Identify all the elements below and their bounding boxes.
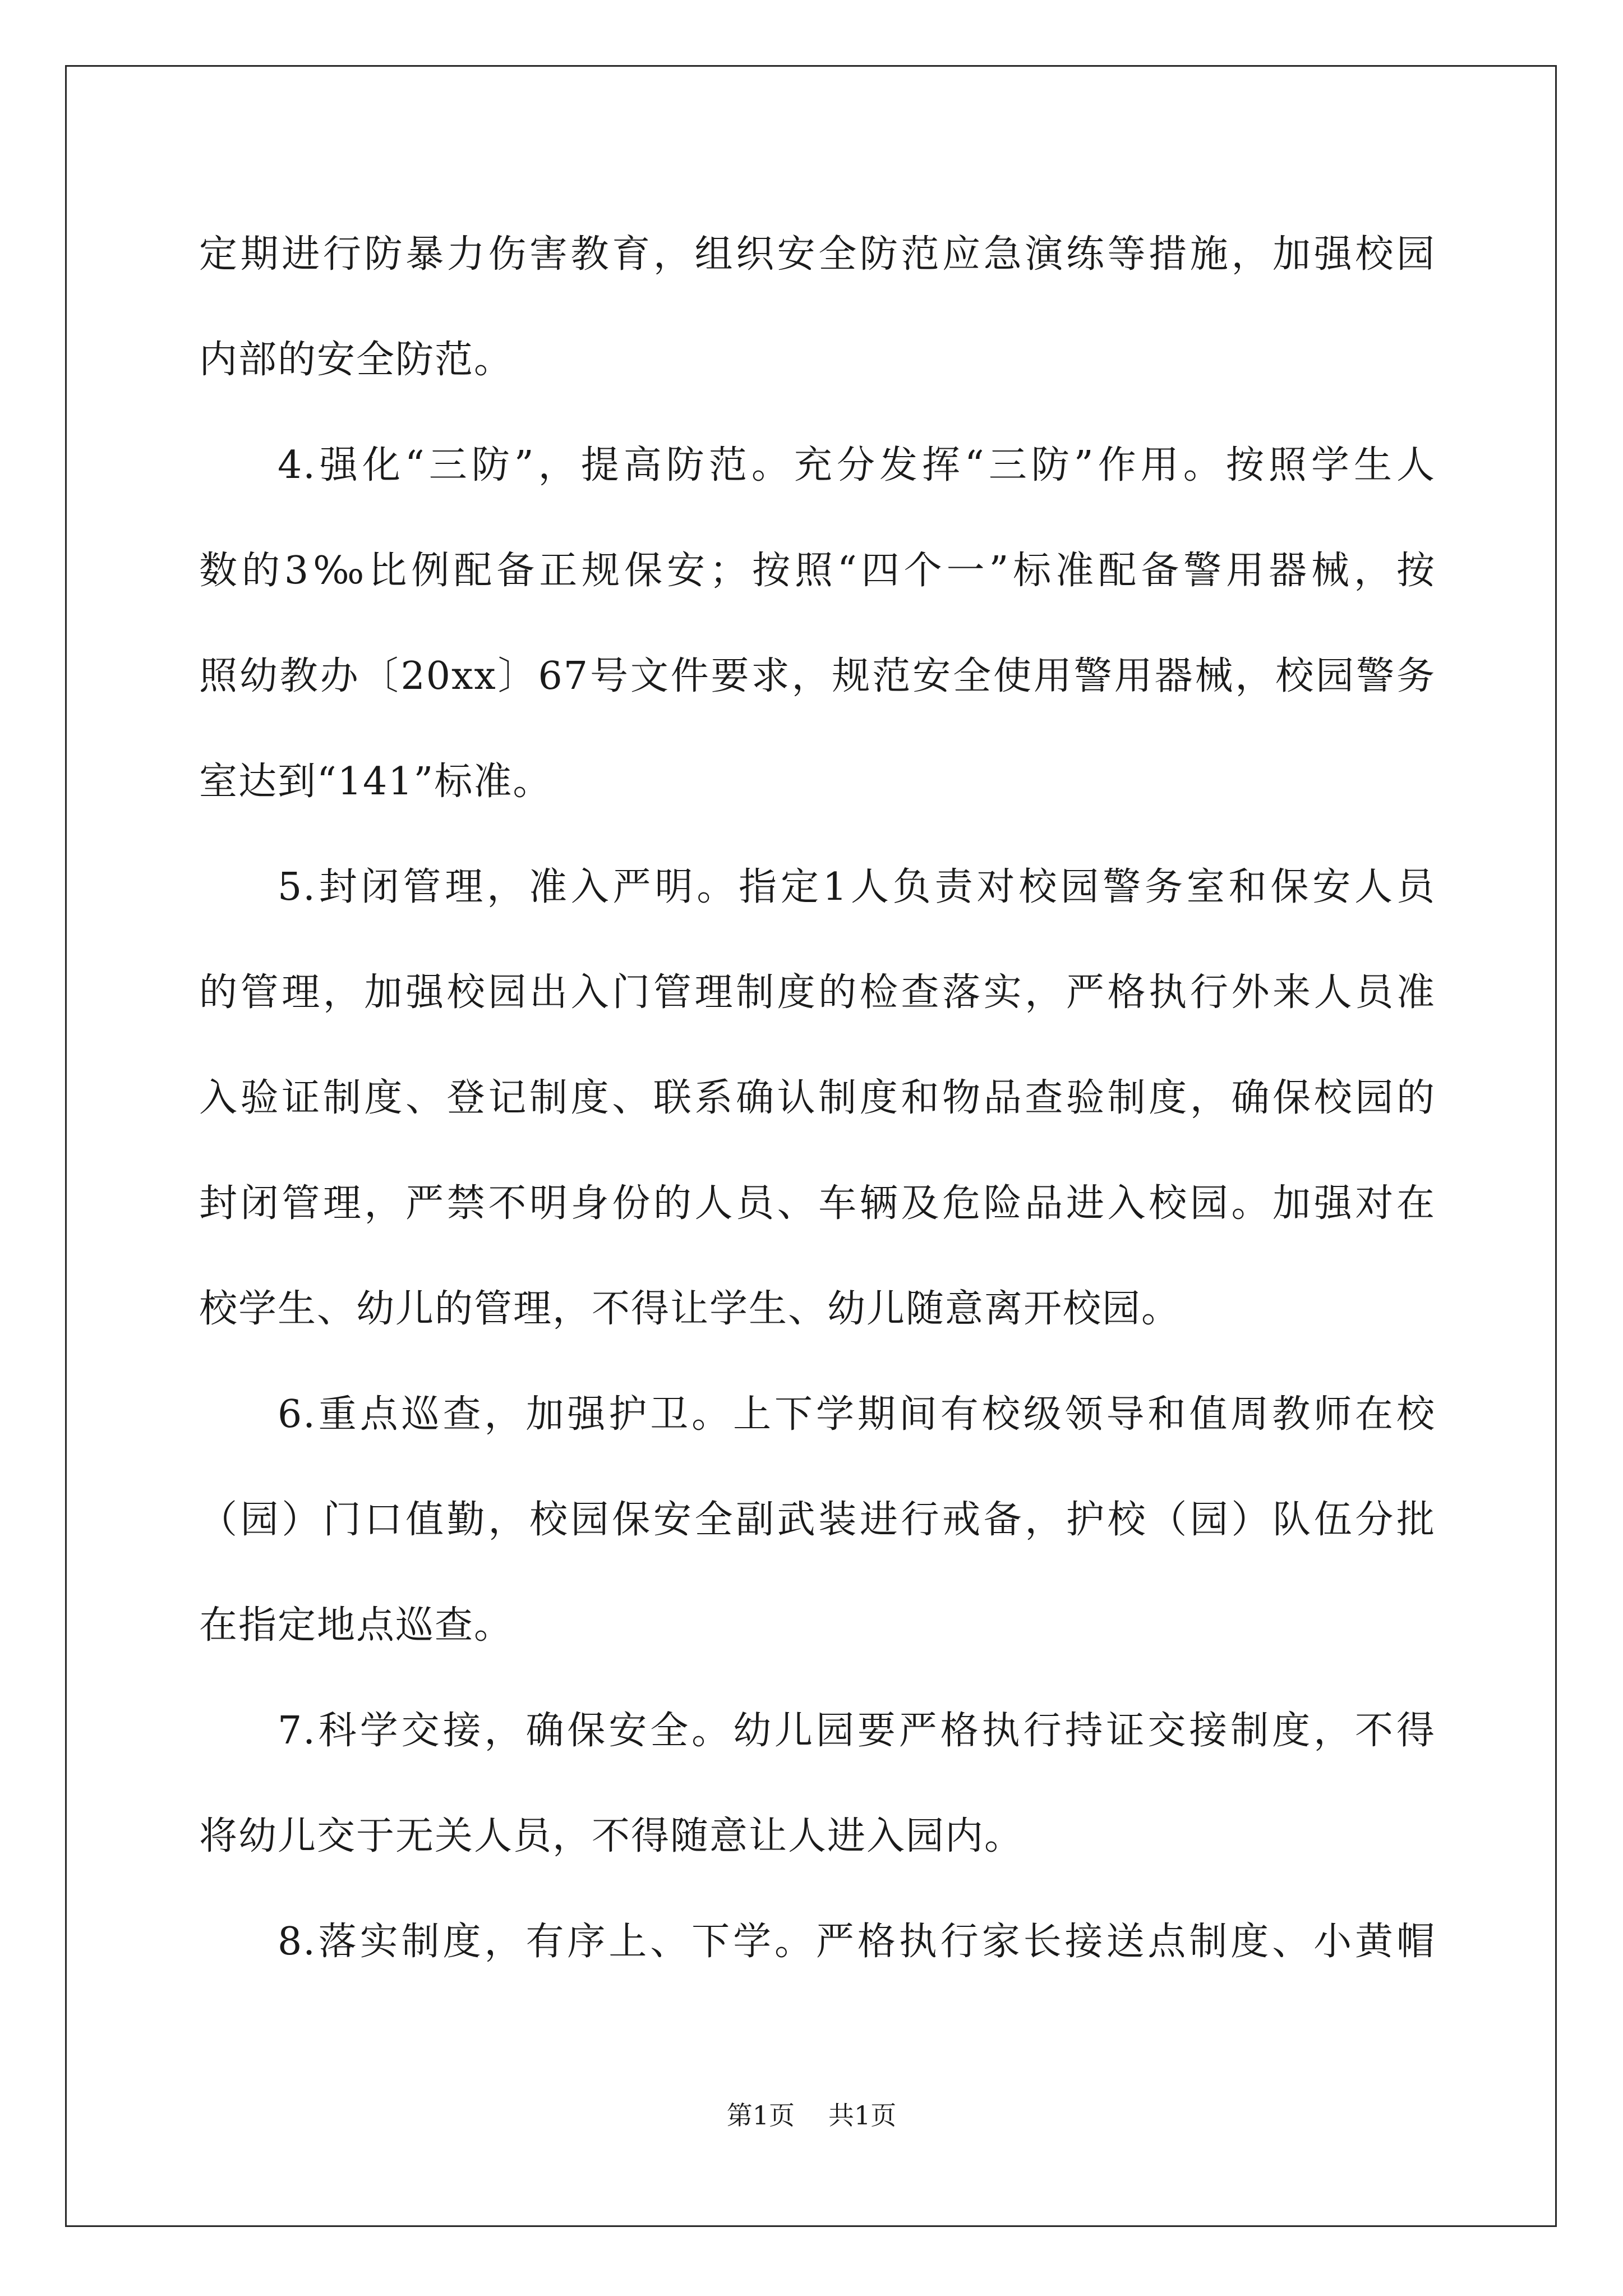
text-line: （园）门口值勤，校园保安全副武装进行戒备，护校（园）队伍分批 <box>199 1498 1436 1542</box>
text-line: 6.重点巡查，加强护卫。上下学期间有校级领导和值周教师在校 <box>278 1392 1436 1437</box>
text-line: 将幼儿交于无关人员，不得随意让人进入园内。 <box>199 1814 1024 1858</box>
page-number: 第1页 <box>726 2100 795 2131</box>
text-line: 在指定地点巡查。 <box>199 1603 514 1648</box>
text-line: 7.科学交接，确保安全。幼儿园要严格执行持证交接制度，不得 <box>278 1709 1436 1753</box>
text-line: 的管理，加强校园出入门管理制度的检查落实，严格执行外来人员准 <box>199 970 1436 1015</box>
text-line: 5.封闭管理，准入严明。指定1人负责对校园警务室和保安人员 <box>278 865 1436 909</box>
page-total: 共1页 <box>828 2100 897 2131</box>
paragraph-4 <box>199 1362 1436 1678</box>
text-line: 4.强化“三防”，提高防范。充分发挥“三防”作用。按照学生人 <box>278 443 1436 487</box>
text-line: 8.落实制度，有序上、下学。严格执行家长接送点制度、小黄帽 <box>278 1920 1436 1964</box>
text-line: 照幼教办〔20xx〕67号文件要求，规范安全使用警用器械，校园警务 <box>199 654 1436 698</box>
text-line: 校学生、幼儿的管理，不得让学生、幼儿随意离开校园。 <box>199 1287 1181 1331</box>
text-line: 封闭管理，严禁不明身份的人员、车辆及危险品进入校园。加强对在 <box>199 1181 1436 1226</box>
text-line: 数的3‰比例配备正规保安；按照“四个一”标准配备警用器械，按 <box>199 549 1436 593</box>
paragraph-2 <box>199 413 1436 835</box>
text-line: 入验证制度、登记制度、联系确认制度和物品查验制度，确保校园的 <box>199 1076 1436 1120</box>
paragraph-1 <box>199 202 1436 413</box>
text-line: 定期进行防暴力伤害教育，组织安全防范应急演练等措施，加强校园 <box>199 232 1436 277</box>
paragraph-5 <box>199 1678 1436 1889</box>
paragraph-6 <box>199 1889 1436 1995</box>
paragraph-3 <box>199 835 1436 1362</box>
page-footer <box>0 2095 1623 2132</box>
text-line: 内部的安全防范。 <box>199 338 514 382</box>
document-body <box>199 202 1436 1995</box>
text-line: 室达到“141”标准。 <box>199 760 552 804</box>
